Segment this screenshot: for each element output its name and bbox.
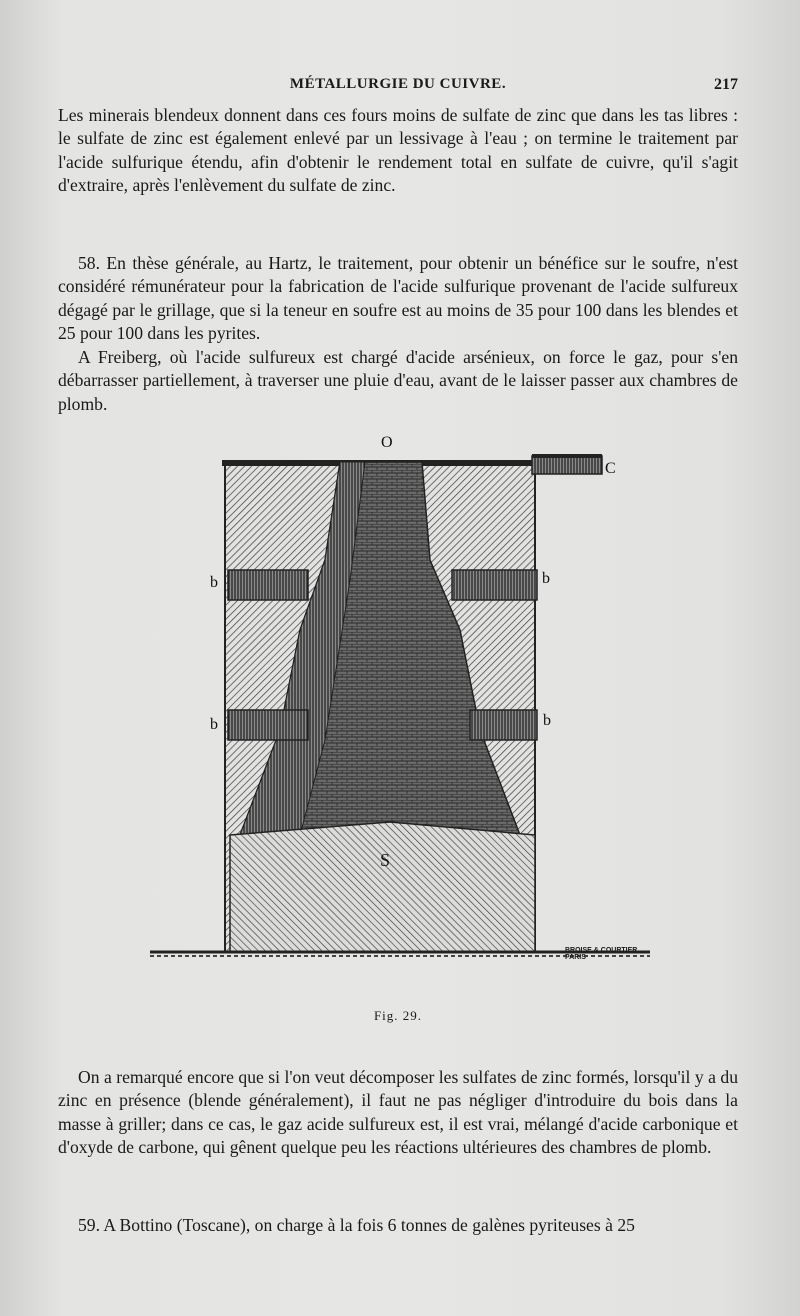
label-top: O [381, 434, 393, 451]
label-vent-lower-left: b [210, 716, 218, 733]
vent-upper-right [452, 570, 537, 600]
label-chimney: C [605, 460, 616, 477]
page-header [58, 76, 738, 100]
paragraph-freiberg: A Freiberg, où l'acide sulfureux est chargé d'acide arsénieux, on force le gaz, pour s'en débarrasser partiellement, à traverser une pluie d'eau, avant de le laisser passer aux chambres de plomb. [58, 347, 738, 414]
chimney-cap [532, 454, 602, 458]
label-vent-lower-right: b [543, 712, 551, 729]
label-vent-upper-right: b [542, 570, 550, 587]
furnace-figure [150, 434, 650, 980]
furnace-sole [230, 822, 535, 952]
label-vent-upper-left: b [210, 574, 218, 591]
figure-caption: Fig. 29. [373, 1008, 423, 1023]
paragraph-1: Les minerais blendeux donnent dans ces fours moins de sulfate de zinc que dans les tas libres : le sulfate de zinc est également enlevé par un lessivage à l'eau ; on termine le traitement par l'acide sulfurique étendu, afin d'obtenir le rendement total en sulfate de cuivre, qu'il s'agit d'extraire, après l'enlèvement du sulfate de zinc. [58, 105, 738, 196]
vent-lower-right [470, 710, 537, 740]
page-number: 217 [714, 76, 738, 93]
paragraph-59: 59. A Bottino (Toscane), on charge à la fois 6 tonnes de galènes pyriteuses à 25 [78, 1215, 635, 1235]
vent-lower-left [228, 710, 308, 740]
paragraph-58: 58. En thèse générale, au Hartz, le traitement, pour obtenir un bénéfice sur le soufre, n'est considéré rémunérateur pour la fabrication de l'acide sulfurique provenant de l'acide sulfureux dégagé par le grillage, que si la teneur en soufre est au moins de 35 pour 100 dans les blendes et 25 pour 100 dans les pyrites. [58, 253, 738, 344]
paragraph-sulfates: On a remarqué encore que si l'on veut décomposer les sulfates de zinc formés, lorsqu'il y a du zinc en présence (blende généralement), il faut ne pas négliger d'introduire du bois dans la masse à griller; dans ce cas, le gaz acide sulfureux est, il est vrai, mélangé d'acide carbonique et d'oxyde de carbone, qui gênent quelque peu les réactions ultérieures des chambres de plomb. [58, 1067, 738, 1158]
label-base: S [380, 850, 391, 870]
furnace-engraving [150, 440, 650, 980]
engraver-signature: BROISE & COURTIER, PARIS [565, 947, 640, 961]
running-title: MÉTALLURGIE DU CUIVRE. [289, 76, 507, 92]
chimney-flue [532, 456, 602, 474]
vent-upper-left [228, 570, 308, 600]
